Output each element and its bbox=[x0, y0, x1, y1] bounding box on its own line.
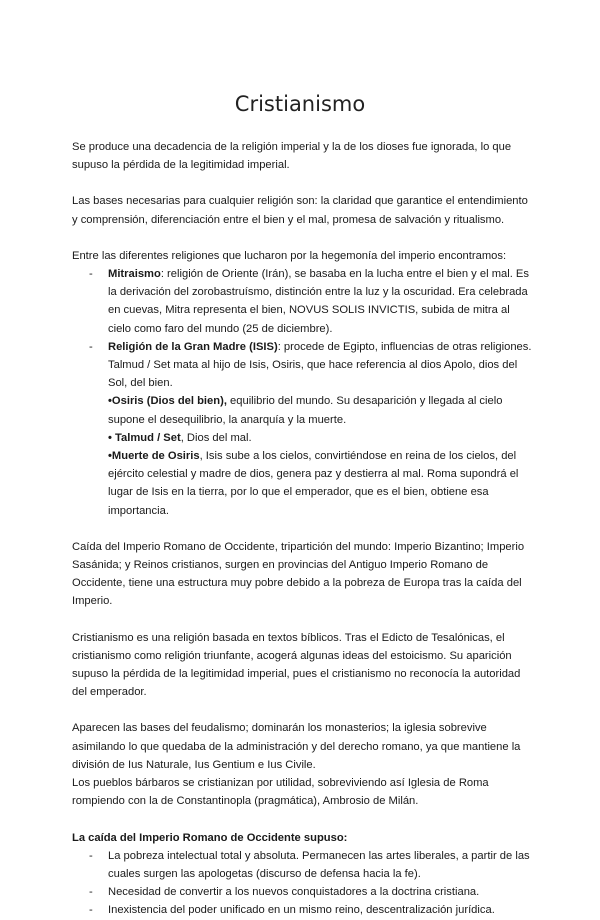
paragraph-religions-intro: Entre las diferentes religiones que lucharon por la hegemonía del imperio encontramos: bbox=[72, 249, 507, 262]
section-heading bbox=[72, 829, 532, 847]
list-item bbox=[72, 883, 532, 901]
consequences-list bbox=[72, 847, 532, 920]
list-item-gran-madre bbox=[72, 338, 532, 520]
document-body bbox=[72, 138, 532, 920]
term-gran-madre: Religión de la Gran Madre (ISIS) bbox=[108, 340, 278, 353]
talmud-description: , Dios del mal. bbox=[180, 431, 252, 444]
list-dash: - bbox=[89, 904, 93, 917]
page-title: Cristianismo bbox=[234, 92, 366, 116]
list-item bbox=[72, 847, 532, 883]
paragraph-religion-bases: Las bases necesarias para cualquier religión son: la claridad que garantice el entendimiento y comprensión, diferenciación entre el bien y el mal, promesa de salvación y ritualismo. bbox=[72, 195, 528, 226]
list-dash: - bbox=[89, 849, 93, 862]
term-mitraismo: Mitraismo bbox=[108, 268, 161, 281]
sub-item-muerte-osiris bbox=[108, 447, 532, 520]
muerte-osiris-description: , Isis sube a los cielos, convirtiéndose en reina de los cielos, del ejército celestial y madre de dios, genera paz y destierra al mal. Roma supondrá el lugar de Isis en la tierra, por lo que el emperador, que es el bien, obtiene esa importancia. bbox=[108, 450, 519, 517]
paragraph-fall-of-empire: Caída del Imperio Romano de Occidente, tripartición del mundo: Imperio Bizantino; Imperio Sasánida; y Reinos cristianos, surgen en provincias del Antiguo Imperio Romano de Occidente, tiene una estructura muy pobre debido a la pobreza de Europa tras la caída del Imperio. bbox=[72, 540, 525, 608]
religions-list bbox=[72, 265, 532, 520]
paragraph-decadence: Se produce una decadencia de la religión imperial y la de los dioses fue ignorada, lo que supuso la pérdida de la legitimidad imperial. bbox=[72, 141, 512, 172]
osiris-description: equilibrio del mundo. Su desaparición y llegada al cielo supone el desequilibrio, la anarquía y la muerte. bbox=[108, 395, 503, 426]
term-talmud: • Talmud / Set bbox=[108, 431, 181, 444]
list-item bbox=[72, 901, 532, 919]
sub-item-talmud bbox=[108, 429, 532, 447]
mitraismo-description: : religión de Oriente (Irán), se basaba en la lucha entre el bien y el mal. Es la derivación del zorobastruísmo, distinción entre la luz y la oscuridad. Era celebrada en cuevas, Mitra representa el bien, NOVUS SOLIS INVICTIS, subida de mitra al cielo como faro del mundo (25 de diciembre). bbox=[108, 268, 529, 335]
list-dash: - bbox=[89, 268, 93, 281]
paragraph-barbarians: Los pueblos bárbaros se cristianizan por utilidad, sobreviviendo así Iglesia de Roma rompiendo con la de Constantinopla (pragmática), Ambrosio de Milán. bbox=[72, 777, 489, 808]
heading-text: La caída del Imperio Romano de Occidente supuso: bbox=[72, 831, 348, 844]
list-item-text: Inexistencia del poder unificado en un mismo reino, descentralización jurídica. bbox=[108, 904, 495, 917]
term-osiris: •Osiris (Dios del bien), bbox=[108, 395, 227, 408]
sub-item-osiris bbox=[108, 392, 532, 428]
list-item-text: La pobreza intelectual total y absoluta. Permanecen las artes liberales, a partir de las cuales surgen las apologetas (discurso de defensa hacia la fe). bbox=[108, 849, 530, 880]
list-item-mitraismo bbox=[72, 265, 532, 338]
term-muerte-osiris: •Muerte de Osiris bbox=[108, 450, 200, 463]
gran-madre-description: : procede de Egipto, influencias de otras religiones. Talmud / Set mata al hijo de Isis, Osiris, que hace referencia al dios Apolo, dios del Sol, del bien. bbox=[108, 340, 532, 390]
list-dash: - bbox=[89, 886, 93, 899]
paragraph-feudalism: Aparecen las bases del feudalismo; dominarán los monasterios; la iglesia sobrevive asimilando lo que quedaba de la administración y del derecho romano, ya que mantiene la división de Ius Naturale, Ius Gentium e Ius Civile. bbox=[72, 722, 521, 771]
list-item-text: Necesidad de convertir a los nuevos conquistadores a la doctrina cristiana. bbox=[108, 886, 480, 899]
paragraph-christianity: Cristianismo es una religión basada en textos bíblicos. Tras el Edicto de Tesalónicas, el cristianismo como religión triunfante, acogerá algunas ideas del estoicismo. Su aparición supuso la pérdida de la legitimidad imperial, pues el cristianismo no reconocía la autoridad del emperador. bbox=[72, 631, 521, 699]
list-dash: - bbox=[89, 340, 93, 353]
